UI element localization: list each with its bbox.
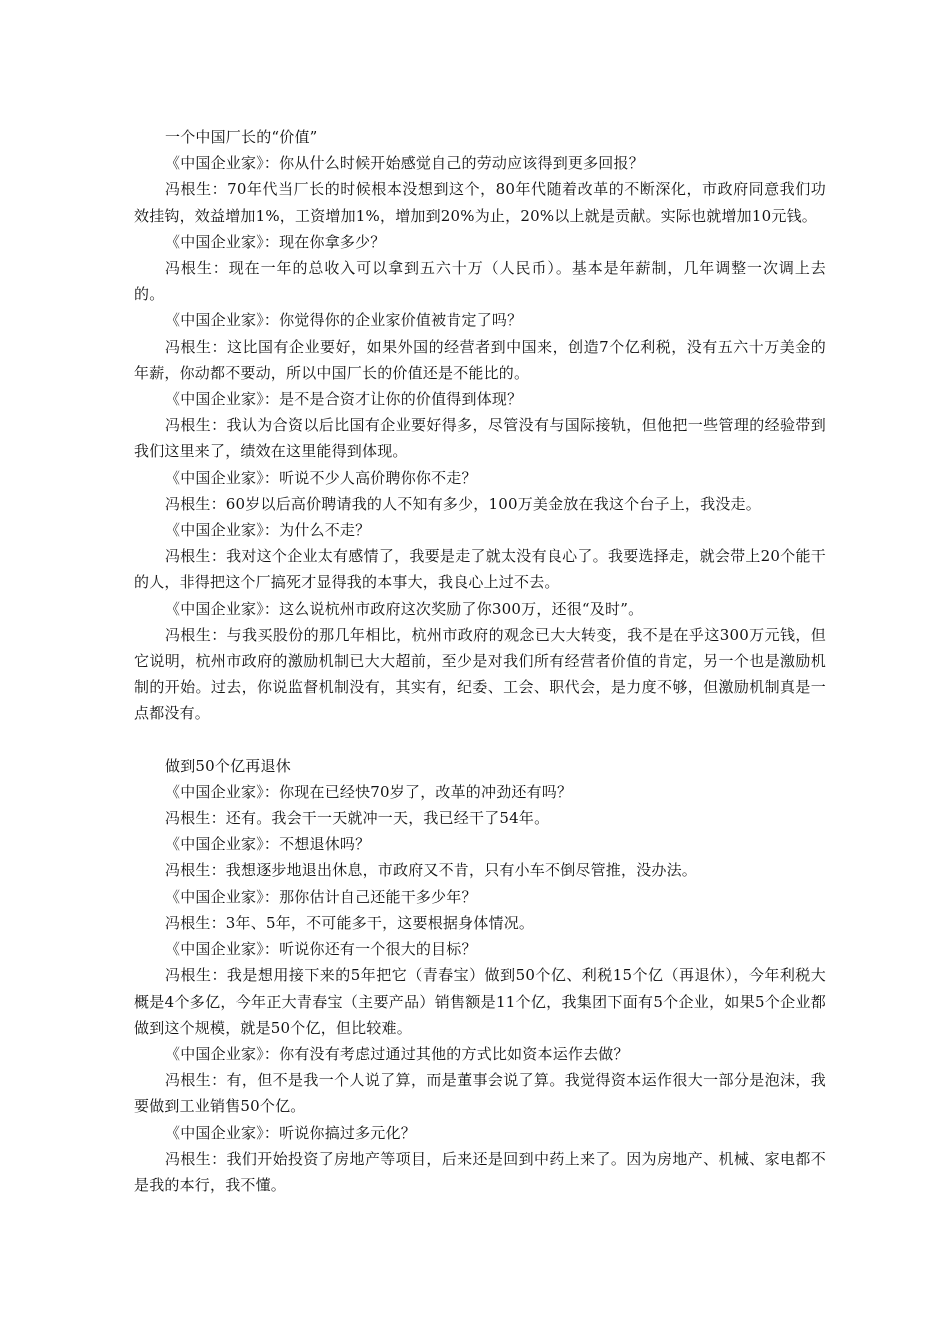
paragraph: 《中国企业家》：你从什么时候开始感觉自己的劳动应该得到更多回报？: [165, 154, 644, 173]
paragraph: 《中国企业家》：为什么不走？: [165, 521, 371, 540]
paragraph: 冯根生：3年、5年，不可能多干，这要根据身体情况。: [165, 913, 535, 932]
paragraph: 冯根生：有，但不是我一个人说了算，而是董事会说了算。我觉得资本运作很大一部分是泡沫，我要做到工业销售50个亿。: [134, 1071, 826, 1116]
paragraph: 《中国企业家》：你觉得你的企业家价值被肯定了吗？: [165, 311, 523, 330]
paragraph: 冯根生：70年代当厂长的时候根本没想到这个，80年代随着改革的不断深化，市政府同意我们功效挂钩，效益增加1%，工资增加1%，增加到20%为止，20%以上就是贡献。实际也就增加10元钱。: [134, 180, 826, 225]
paragraph: 《中国企业家》：现在你拿多少？: [165, 232, 386, 251]
paragraph: 冯根生：现在一年的总收入可以拿到五六十万（人民币）。基本是年薪制，几年调整一次调上去的。: [134, 259, 826, 304]
section-heading: 做到50个亿再退休: [165, 756, 291, 775]
paragraph: 冯根生：我们开始投资了房地产等项目，后来还是回到中药上来了。因为房地产、机械、家电都不是我的本行，我不懂。: [134, 1149, 826, 1194]
paragraph: 《中国企业家》：听说你搞过多元化？: [165, 1123, 416, 1142]
paragraph: 冯根生：60岁以后高价聘请我的人不知有多少，100万美金放在我这个台子上，我没走。: [165, 494, 761, 513]
paragraph: 冯根生：我是想用接下来的5年把它（青春宝）做到50个亿、利税15个亿（再退休），今年利税大概是4个多亿，今年正大青春宝（主要产品）销售额是11个亿，我集团下面有5个企业，如果5个企业都做到这个规模，就是50个亿，但比较难。: [134, 966, 826, 1037]
section-heading: 一个中国厂长的“价值”: [165, 128, 318, 146]
paragraph: 冯根生：我认为合资以后比国有企业要好得多，尽管没有与国际接轨，但他把一些管理的经验带到我们这里来了，绩效在这里能得到体现。: [134, 416, 826, 461]
paragraph: 《中国企业家》：那你估计自己还能干多少年？: [165, 887, 477, 906]
paragraph: 《中国企业家》：是不是合资才让你的价值得到体现？: [165, 390, 523, 409]
paragraph: 冯根生：还有。我会干一天就冲一天，我已经干了54年。: [165, 809, 550, 828]
paragraph: 冯根生：我对这个企业太有感情了，我要是走了就太没有良心了。我要选择走，就会带上20个能干的人，非得把这个厂搞死才显得我的本事大，我良心上过不去。: [134, 547, 826, 592]
paragraph: 冯根生：与我买股份的那几年相比，杭州市政府的观念已大大转变，我不是在乎这300万元钱，但它说明，杭州市政府的激励机制已大大超前，至少是对我们所有经营者价值的肯定，另一个也是激励机制的开始。过去，你说监督机制没有，其实有，纪委、工会、职代会，是力度不够，但激励机制真是一点都没有。: [134, 625, 826, 723]
paragraph: 冯根生：我想逐步地退出休息，市政府又不肯，只有小车不倒尽管推，没办法。: [165, 861, 698, 880]
paragraph: 《中国企业家》：你现在已经快70岁了，改革的冲劲还有吗？: [165, 782, 573, 801]
article-body: [134, 124, 826, 1198]
paragraph: 《中国企业家》：听说不少人高价聘你你不走？: [165, 468, 477, 487]
paragraph: 《中国企业家》：不想退休吗？: [165, 835, 371, 854]
paragraph: 《中国企业家》：你有没有考虑过通过其他的方式比如资本运作去做？: [165, 1044, 629, 1063]
section-spacer: [134, 727, 826, 753]
paragraph: 冯根生：这比国有企业要好，如果外国的经营者到中国来，创造7个亿利税，没有五六十万美金的年薪，你动都不要动，所以中国厂长的价值还是不能比的。: [134, 337, 826, 382]
paragraph: 《中国企业家》：听说你还有一个很大的目标？: [165, 940, 477, 959]
paragraph: 《中国企业家》：这么说杭州市政府这次奖励了你300万，还很“及时”。: [165, 599, 644, 618]
